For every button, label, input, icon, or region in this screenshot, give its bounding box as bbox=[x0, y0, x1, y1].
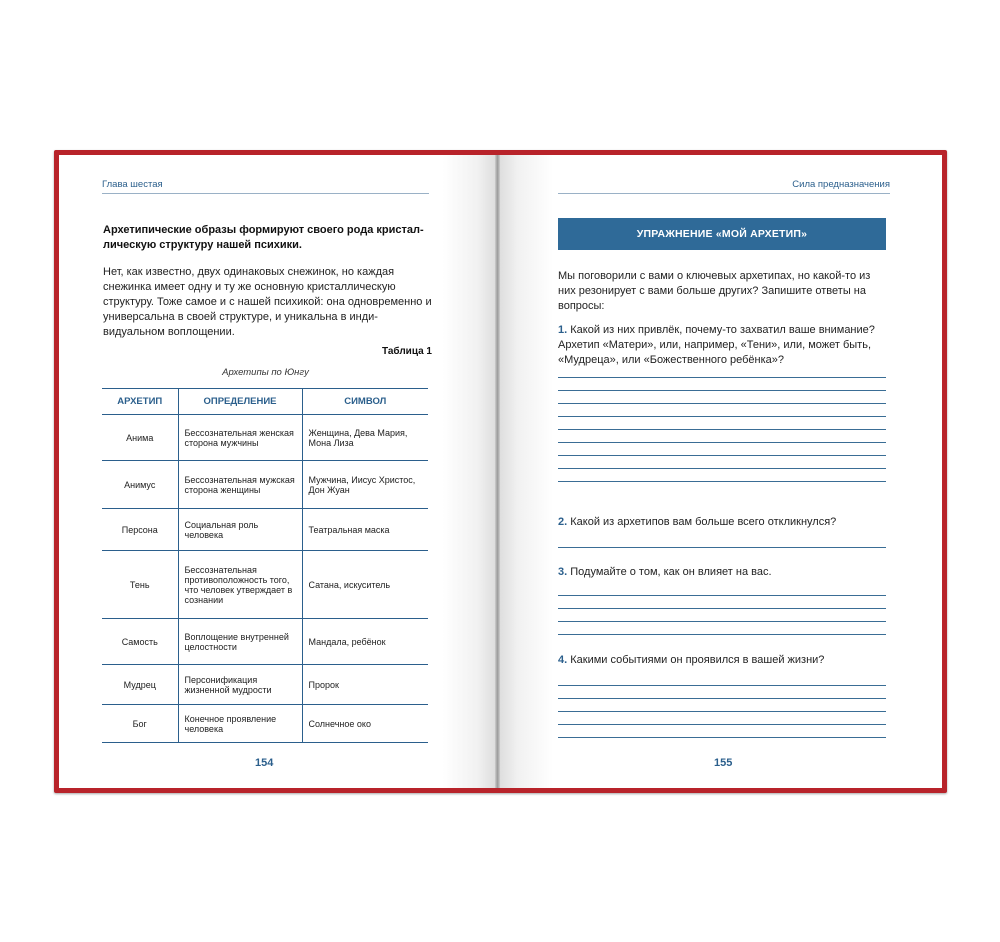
cell-definition: Социальная роль человека bbox=[178, 509, 302, 551]
cell-symbol: Мандала, ребёнок bbox=[302, 619, 428, 665]
question-1 bbox=[558, 323, 888, 368]
cell-archetype: Тень bbox=[102, 551, 178, 619]
cell-symbol: Солнечное око bbox=[302, 705, 428, 743]
body-paragraph: Нет, как известно, двух одинаковых снежинок, но каждая снежинка имеет одну и ту же основную кристаллическую структуру. Тоже самое и с нашей психикой: она одновременно и универсальна в своей структуре, и уникальна в индивидуальном воплощении. bbox=[103, 266, 432, 338]
answer-lines-2[interactable] bbox=[558, 547, 886, 548]
book-spread bbox=[54, 150, 947, 793]
cell-definition: Конечное проявление человека bbox=[178, 705, 302, 743]
table-row bbox=[102, 509, 428, 551]
cell-symbol: Сатана, искуситель bbox=[302, 551, 428, 619]
table-caption: Архетипы по Юнгу bbox=[222, 367, 309, 378]
cell-symbol: Женщина, Дева Мария, Мона Лиза bbox=[302, 415, 428, 461]
table-row bbox=[102, 665, 428, 705]
page-number-right: 155 bbox=[714, 757, 733, 769]
running-head-right: Сила предназначения bbox=[792, 179, 890, 190]
answer-lines-3[interactable] bbox=[558, 595, 886, 635]
answer-lines-4[interactable] bbox=[558, 685, 886, 738]
question-text: Подумайте о том, как он влияет на вас. bbox=[570, 566, 772, 578]
left-page bbox=[59, 155, 495, 788]
cell-archetype: Бог bbox=[102, 705, 178, 743]
answer-lines-1[interactable] bbox=[558, 377, 886, 482]
table-row bbox=[102, 461, 428, 509]
table-row bbox=[102, 551, 428, 619]
cell-archetype: Мудрец bbox=[102, 665, 178, 705]
cell-definition: Воплощение внутренней целостности bbox=[178, 619, 302, 665]
table-header-row bbox=[102, 389, 428, 415]
question-text: Какой из архетипов вам больше всего откликнулся? bbox=[570, 516, 837, 528]
running-head-left: Глава шестая bbox=[102, 179, 163, 190]
table-row bbox=[102, 415, 428, 461]
cell-symbol: Пророк bbox=[302, 665, 428, 705]
exercise-intro: Мы поговорили с вами о ключевых архетипах, но какой-то из них резонирует с вами больше других? Запишите ответы на вопросы: bbox=[558, 270, 871, 312]
header-rule-left bbox=[102, 193, 429, 194]
cell-definition: Бессознательная противоположность того, что человек утверждает в сознании bbox=[178, 551, 302, 619]
header-archetype: АРХЕТИП bbox=[102, 389, 178, 415]
archetypes-table bbox=[102, 388, 428, 743]
lead-text: Архетипические образы формируют своего рода кристаллическую структуру нашей психики. bbox=[103, 224, 424, 251]
table-row bbox=[102, 619, 428, 665]
question-number: 3. bbox=[558, 566, 568, 578]
cell-definition: Бессознательная женская сторона мужчины bbox=[178, 415, 302, 461]
cell-archetype: Персона bbox=[102, 509, 178, 551]
cell-archetype: Анимус bbox=[102, 461, 178, 509]
table-number: Таблица 1 bbox=[381, 346, 432, 357]
cell-definition: Персонификация жизненной мудрости bbox=[178, 665, 302, 705]
header-rule-right bbox=[558, 193, 890, 194]
cell-symbol: Театральная маска bbox=[302, 509, 428, 551]
question-text: Какой из них привлёк, почему-то захватил ваше внимание? Архетип «Матери», или, например, «Тени», или, может быть, «Мудреца», или «Божественного ребёнка»? bbox=[558, 324, 875, 366]
question-number: 4. bbox=[558, 654, 568, 666]
question-2 bbox=[558, 515, 888, 530]
header-symbol: СИМВОЛ bbox=[302, 389, 428, 415]
question-number: 2. bbox=[558, 516, 568, 528]
page-number-left: 154 bbox=[255, 757, 274, 769]
cell-archetype: Анима bbox=[102, 415, 178, 461]
exercise-banner: УПРАЖНЕНИЕ «МОЙ АРХЕТИП» bbox=[558, 218, 886, 250]
table-row bbox=[102, 705, 428, 743]
question-text: Какими событиями он проявился в вашей жизни? bbox=[570, 654, 825, 666]
cell-archetype: Самость bbox=[102, 619, 178, 665]
question-3 bbox=[558, 565, 888, 580]
header-definition: ОПРЕДЕЛЕНИЕ bbox=[178, 389, 302, 415]
cell-definition: Бессознательная мужская сторона женщины bbox=[178, 461, 302, 509]
cell-symbol: Мужчина, Иисус Христос, Дон Жуан bbox=[302, 461, 428, 509]
right-page bbox=[500, 155, 942, 788]
question-number: 1. bbox=[558, 324, 568, 336]
question-4 bbox=[558, 653, 888, 668]
